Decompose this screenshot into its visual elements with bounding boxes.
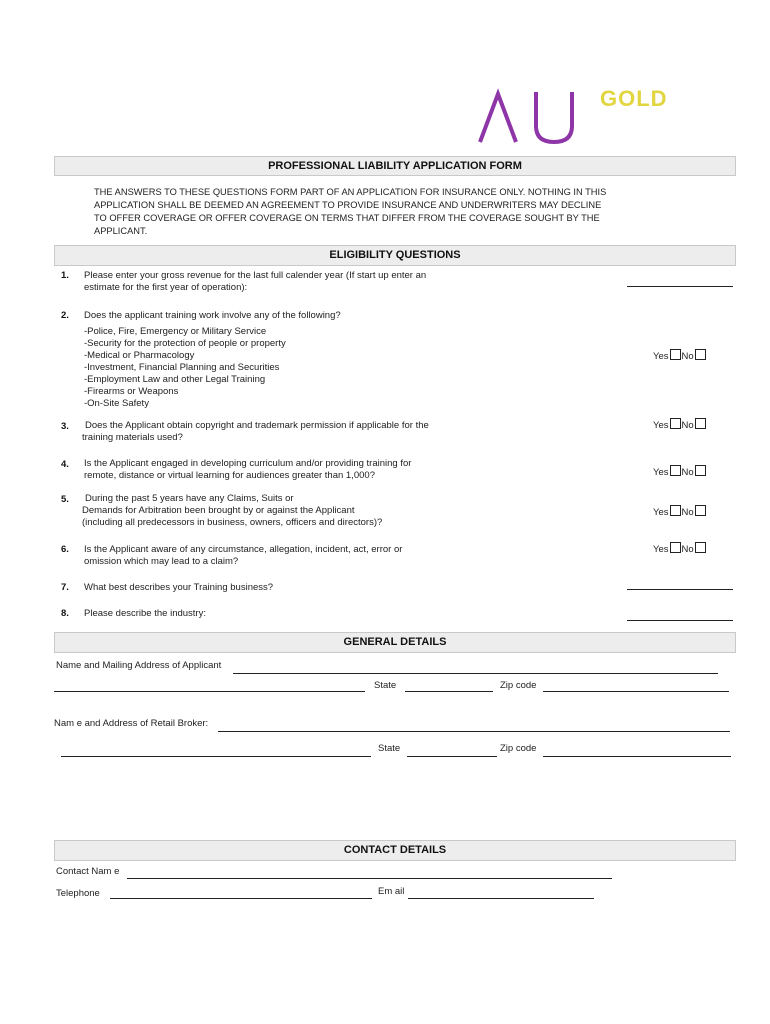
- no-label: No: [681, 544, 694, 555]
- q2-yes-no: [653, 349, 707, 362]
- email-label: Em ail: [378, 886, 405, 897]
- logo: [474, 86, 674, 146]
- broker-label: Nam e and Address of Retail Broker:: [54, 718, 209, 729]
- yes-checkbox[interactable]: [670, 465, 681, 476]
- question-1-text: [84, 270, 426, 294]
- question-number: 5.: [61, 494, 69, 505]
- yes-checkbox[interactable]: [670, 349, 681, 360]
- yes-label: Yes: [653, 351, 669, 362]
- yes-checkbox[interactable]: [670, 418, 681, 429]
- applicant-address-line[interactable]: [54, 691, 365, 692]
- no-label: No: [681, 351, 694, 362]
- applicant-state-label: State: [374, 680, 397, 691]
- applicant-name-line[interactable]: [233, 673, 718, 674]
- no-label: No: [681, 507, 694, 518]
- contact-name-line[interactable]: [127, 878, 612, 879]
- question-line: Is the Applicant engaged in developing curriculum and/or providing training for: [84, 458, 412, 469]
- question-number: 3.: [61, 421, 69, 432]
- no-checkbox[interactable]: [695, 418, 706, 429]
- yes-label: Yes: [653, 467, 669, 478]
- list-item: -Police, Fire, Emergency or Military Service: [84, 326, 267, 337]
- no-label: No: [681, 420, 694, 431]
- question-number: 8.: [61, 608, 69, 619]
- applicant-zip-line[interactable]: [543, 691, 729, 692]
- question-number: 7.: [61, 582, 69, 593]
- question-line: Is the Applicant aware of any circumstance, allegation, incident, act, error or: [84, 544, 403, 555]
- broker-state-line[interactable]: [407, 756, 497, 757]
- training-business-input-line[interactable]: [627, 589, 733, 590]
- broker-name-line[interactable]: [218, 731, 730, 732]
- question-line: remote, distance or virtual learning for audiences greater than 1,000?: [84, 470, 375, 481]
- contact-name-label: Contact Nam e: [56, 866, 120, 877]
- q3-yes-no: [653, 418, 707, 431]
- eligibility-heading: ELIGIBILITY QUESTIONS: [54, 245, 736, 266]
- email-line[interactable]: [408, 898, 594, 899]
- question-2-text: Does the applicant training work involve any of the following?: [84, 310, 341, 321]
- industry-input-line[interactable]: [627, 620, 733, 621]
- question-7-text: What best describes your Training business?: [84, 582, 274, 593]
- applicant-label: Name and Mailing Address of Applicant: [56, 660, 222, 671]
- question-number: 6.: [61, 544, 69, 555]
- list-item: -Medical or Pharmacology: [84, 350, 195, 361]
- no-checkbox[interactable]: [695, 542, 706, 553]
- intro-paragraph: [94, 186, 714, 238]
- telephone-line[interactable]: [110, 898, 372, 899]
- list-item: -On-Site Safety: [84, 398, 149, 409]
- contact-details-heading: CONTACT DETAILS: [54, 840, 736, 861]
- question-line: training materials used?: [82, 432, 183, 443]
- revenue-input-line[interactable]: [627, 286, 733, 287]
- question-4-text: [84, 458, 411, 482]
- question-line: omission which may lead to a claim?: [84, 556, 239, 567]
- intro-line: TO OFFER COVERAGE OR OFFER COVERAGE ON TERMS THAT DIFFER FROM THE COVERAGE SOUGHT BY THE: [94, 213, 600, 223]
- applicant-zip-label: Zip code: [500, 680, 537, 691]
- question-line: (including all predecessors in business, owners, officers and directors)?: [82, 517, 383, 528]
- yes-checkbox[interactable]: [670, 542, 681, 553]
- no-label: No: [681, 467, 694, 478]
- question-3-text: [82, 420, 429, 444]
- broker-address-line[interactable]: [61, 756, 371, 757]
- question-line: During the past 5 years have any Claims, Suits or: [85, 493, 294, 504]
- telephone-label: Telephone: [56, 888, 100, 899]
- question-5-text: [82, 493, 382, 529]
- broker-state-label: State: [378, 743, 401, 754]
- logo-gold-text: GOLD: [600, 86, 668, 111]
- list-item: -Security for the protection of people or property: [84, 338, 286, 349]
- q4-yes-no: [653, 465, 707, 478]
- q6-yes-no: [653, 542, 707, 555]
- question-line: Demands for Arbitration been brought by or against the Applicant: [82, 505, 355, 516]
- question-number: 4.: [61, 459, 69, 470]
- yes-label: Yes: [653, 507, 669, 518]
- question-number: 2.: [61, 310, 69, 321]
- intro-line: APPLICANT.: [94, 226, 148, 236]
- list-item: -Employment Law and other Legal Training: [84, 374, 266, 385]
- list-item: -Firearms or Weapons: [84, 386, 179, 397]
- general-details-heading: GENERAL DETAILS: [54, 632, 736, 653]
- intro-line: APPLICATION SHALL BE DEEMED AN AGREEMENT TO PROVIDE INSURANCE AND UNDERWRITERS MAY DECLINE: [94, 200, 602, 210]
- yes-label: Yes: [653, 544, 669, 555]
- no-checkbox[interactable]: [695, 465, 706, 476]
- question-line: Does the Applicant obtain copyright and trademark permission if applicable for the: [85, 420, 429, 431]
- broker-zip-line[interactable]: [543, 756, 731, 757]
- applicant-state-line[interactable]: [405, 691, 493, 692]
- no-checkbox[interactable]: [695, 505, 706, 516]
- intro-line: THE ANSWERS TO THESE QUESTIONS FORM PART OF AN APPLICATION FOR INSURANCE ONLY. NOTHING IN THIS: [94, 187, 607, 197]
- question-number: 1.: [61, 270, 69, 281]
- broker-zip-label: Zip code: [500, 743, 537, 754]
- question-2-list: [84, 326, 286, 410]
- q5-yes-no: [653, 505, 707, 518]
- question-line: Please enter your gross revenue for the last full calender year (If start up enter an: [84, 270, 427, 281]
- no-checkbox[interactable]: [695, 349, 706, 360]
- list-item: -Investment, Financial Planning and Securities: [84, 362, 280, 373]
- yes-checkbox[interactable]: [670, 505, 681, 516]
- page-title: PROFESSIONAL LIABILITY APPLICATION FORM: [54, 156, 736, 176]
- yes-label: Yes: [653, 420, 669, 431]
- question-line: estimate for the first year of operation):: [84, 282, 248, 293]
- question-6-text: [84, 544, 402, 568]
- question-8-text: Please describe the industry:: [84, 608, 206, 619]
